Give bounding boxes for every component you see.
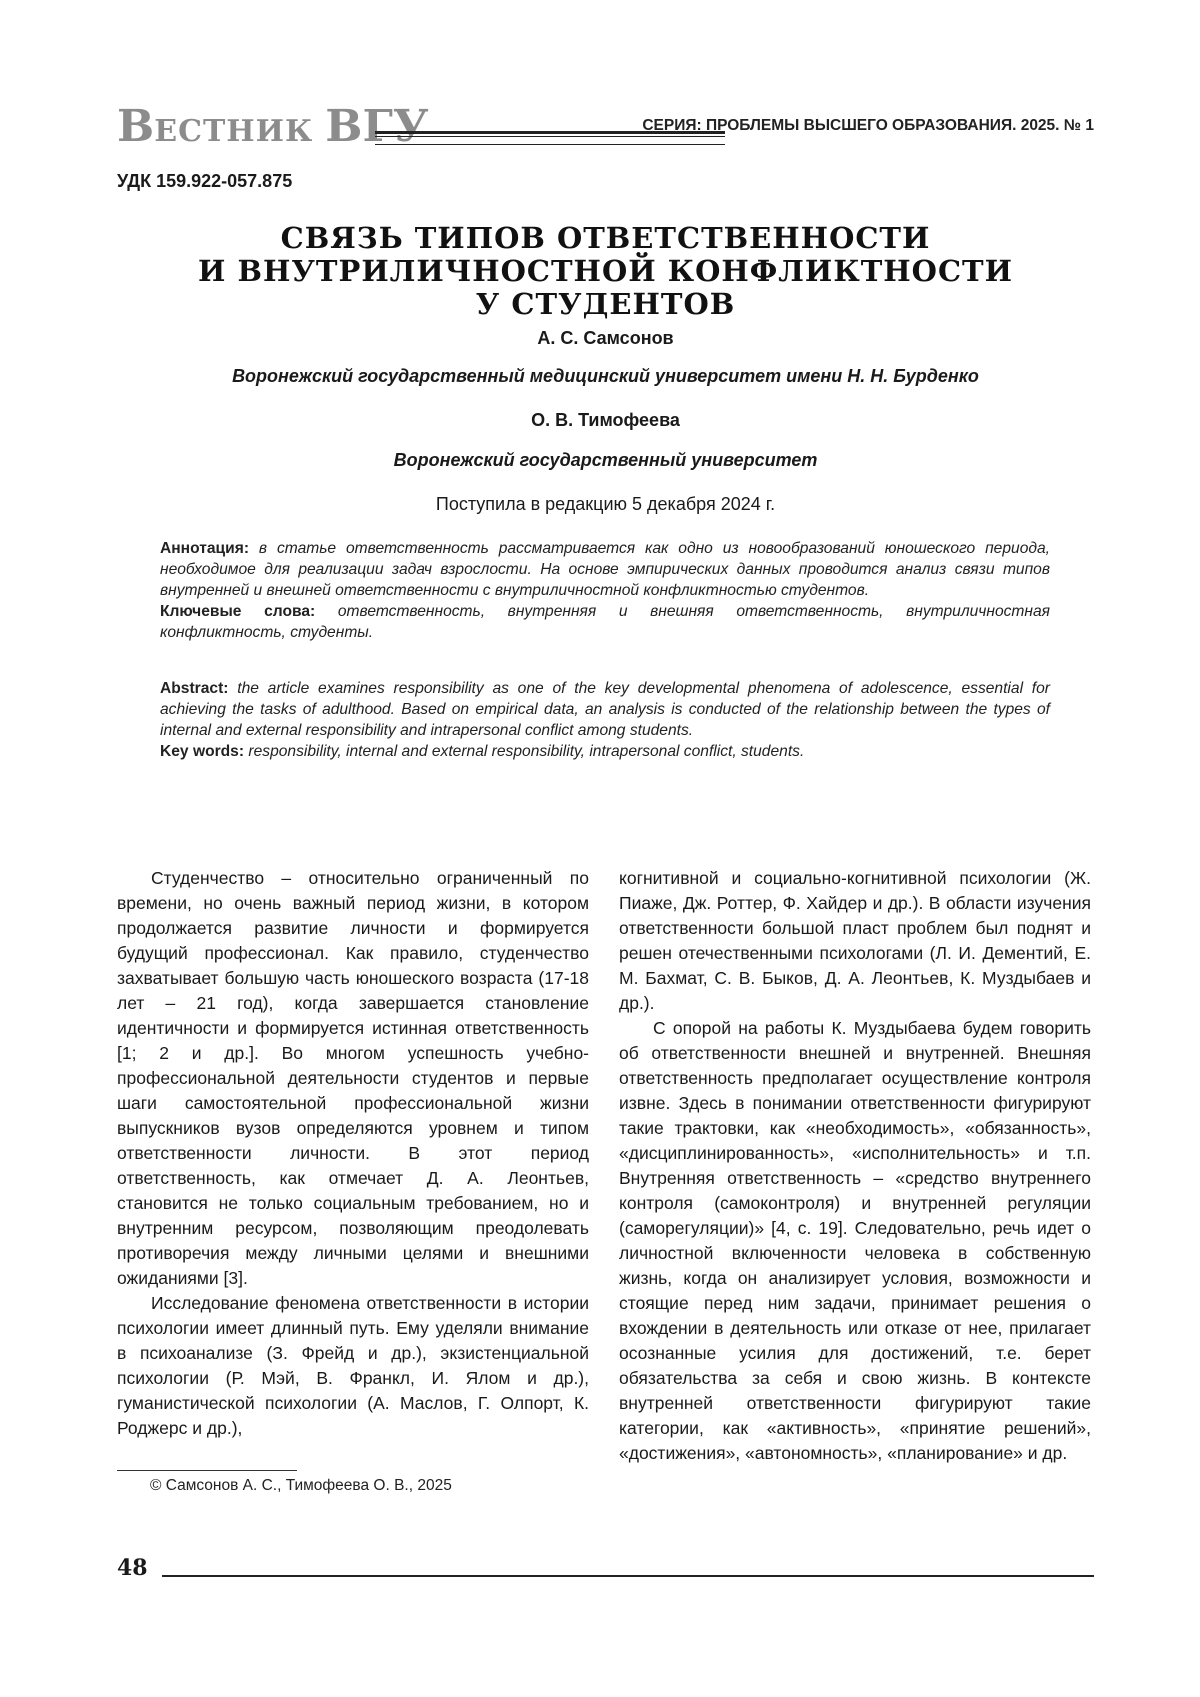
udk-code: УДК 159.922-057.875 [117, 171, 293, 191]
body-paragraph: С опорой на работы К. Муздыбаева будем говорить об ответственности внешней и внутренней. Внешняя ответственность предполагает осуществление контроля извне. Здесь в понимании ответственности фигурируют такие трактовки, как «необходимость», «обязанность», «дисциплинированность», «исполнительность» и т.п. Внутренняя ответственность – «средство внутреннего контроля (самоконтроля) и внутренней регуляции (саморегуляции)» [4, с. 19]. Следовательно, речь идет о личностной включенности человека в собственную жизнь, когда он анализирует условия, возможности и стоящие перед ним задачи, принимает решения о вхождении в деятельность или отказе от нее, прилагает осознанные усилия для достижений, т.е. берет обязательства за себя и свою жизнь. В контексте внутренней ответственности фигурируют такие категории, как «активность», «принятие решений», «достижения», «автономность», «планирование» и др. [619, 1018, 1091, 1463]
footnote-rule [117, 1470, 297, 1471]
article-title [117, 222, 1094, 321]
journal-logo: ВЕСТНИК ВГУ [117, 101, 429, 152]
title-line: И ВНУТРИЛИЧНОСТНОЙ КОНФЛИКТНОСТИ [197, 254, 1013, 288]
title-line: У СТУДЕНТОВ [475, 287, 736, 321]
keywords-en-label: Key words: [160, 743, 245, 760]
series-label: СЕРИЯ: ПРОБЛЕМЫ ВЫСШЕГО ОБРАЗОВАНИЯ. 2025. № 1 [642, 117, 1094, 134]
received-date: Поступила в редакцию 5 декабря 2024 г. [435, 494, 776, 514]
body-paragraph: когнитивной и социально-когнитивной психологии (Ж. Пиаже, Дж. Роттер, Ф. Хайдер и др.). В области изучения ответственности большой пласт проблем был поднят и решен отечественными психологами (Л. И. Дементий, Е. М. Бахмат, С. В. Быков, Д. А. Леонтьев, К. Муздыбаев и др.). [619, 868, 1091, 1013]
keywords-en-text: responsibility, internal and external responsibility, intrapersonal conflict, students. [248, 743, 805, 760]
annotation-label: Аннотация: [160, 540, 250, 557]
annotation-ru [160, 538, 1050, 643]
keywords-text: ответственность, внутренняя и внешняя ответственность, внутриличностная конфликтность, студенты. [160, 603, 1050, 641]
author-name: А. С. Самсонов [537, 328, 674, 348]
bottom-rule [162, 1575, 1094, 1577]
copyright-footnote: © Самсонов А. С., Тимофеева О. В., 2025 [150, 1477, 452, 1494]
abstract-text: the article examines responsibility as one of the key developmental phenomena of adolescence, essential for achieving the tasks of adulthood. Based on empirical data, an analysis is conducted of the relationship between the types of internal and external responsibility and intrapersonal conflict among students. [160, 680, 1050, 739]
abstract-label: Abstract: [160, 680, 229, 697]
annotation-text: в статье ответственность рассматривается как одно из новообразований юношеского периода, необходимое для реализации задач взрослости. На основе эмпирических данных проводится анализ связи типов внутренней и внешней ответственности с внутриличностной конфликтностью студентов. [160, 540, 1050, 599]
body-column-right [619, 866, 1091, 1466]
page-number: 48 [117, 1555, 148, 1581]
author-affiliation: Воронежский государственный медицинский университет имени Н. Н. Бурденко [232, 366, 979, 386]
author-affiliation: Воронежский государственный университет [393, 450, 818, 470]
body-paragraph: Исследование феномена ответственности в истории психологии имеет длинный путь. Ему уделяли внимание в психоанализе (З. Фрейд и др.), экзистенциальной психологии (Р. Мэй, В. Франкл, И. Ялом и др.), гуманистической психологии (А. Маслов, Г. Олпорт, К. Роджерс и др.), [117, 1293, 589, 1438]
body-column-left [117, 866, 589, 1441]
title-line: СВЯЗЬ ТИПОВ ОТВЕТСТВЕННОСТИ [280, 221, 931, 255]
body-paragraph: Студенчество – относительно ограниченный по времени, но очень важный период жизни, в котором продолжается развитие личности и формируется будущий профессионал. Как правило, студенчество захватывает большую часть юношеского возраста (17-18 лет – 21 год), когда завершается становление идентичности и формируется истинная ответственность [1; 2 и др.]. Во многом успешность учебно-профессиональной деятельности студентов и первые шаги самостоятельной профессиональной жизни выпускников вузов определяются уровнем и типом ответственности личности. В этот период ответственность, как отмечает Д. А. Леонтьев, становится не только социальным требованием, но и внутренним ресурсом, позволяющим преодолевать противоречия между личными целями и внешними ожиданиями [3]. [117, 868, 589, 1288]
abstract-en [160, 678, 1050, 762]
author-name: О. В. Тимофеева [531, 410, 680, 430]
keywords-label: Ключевые слова: [160, 603, 316, 620]
journal-header [117, 101, 1094, 152]
